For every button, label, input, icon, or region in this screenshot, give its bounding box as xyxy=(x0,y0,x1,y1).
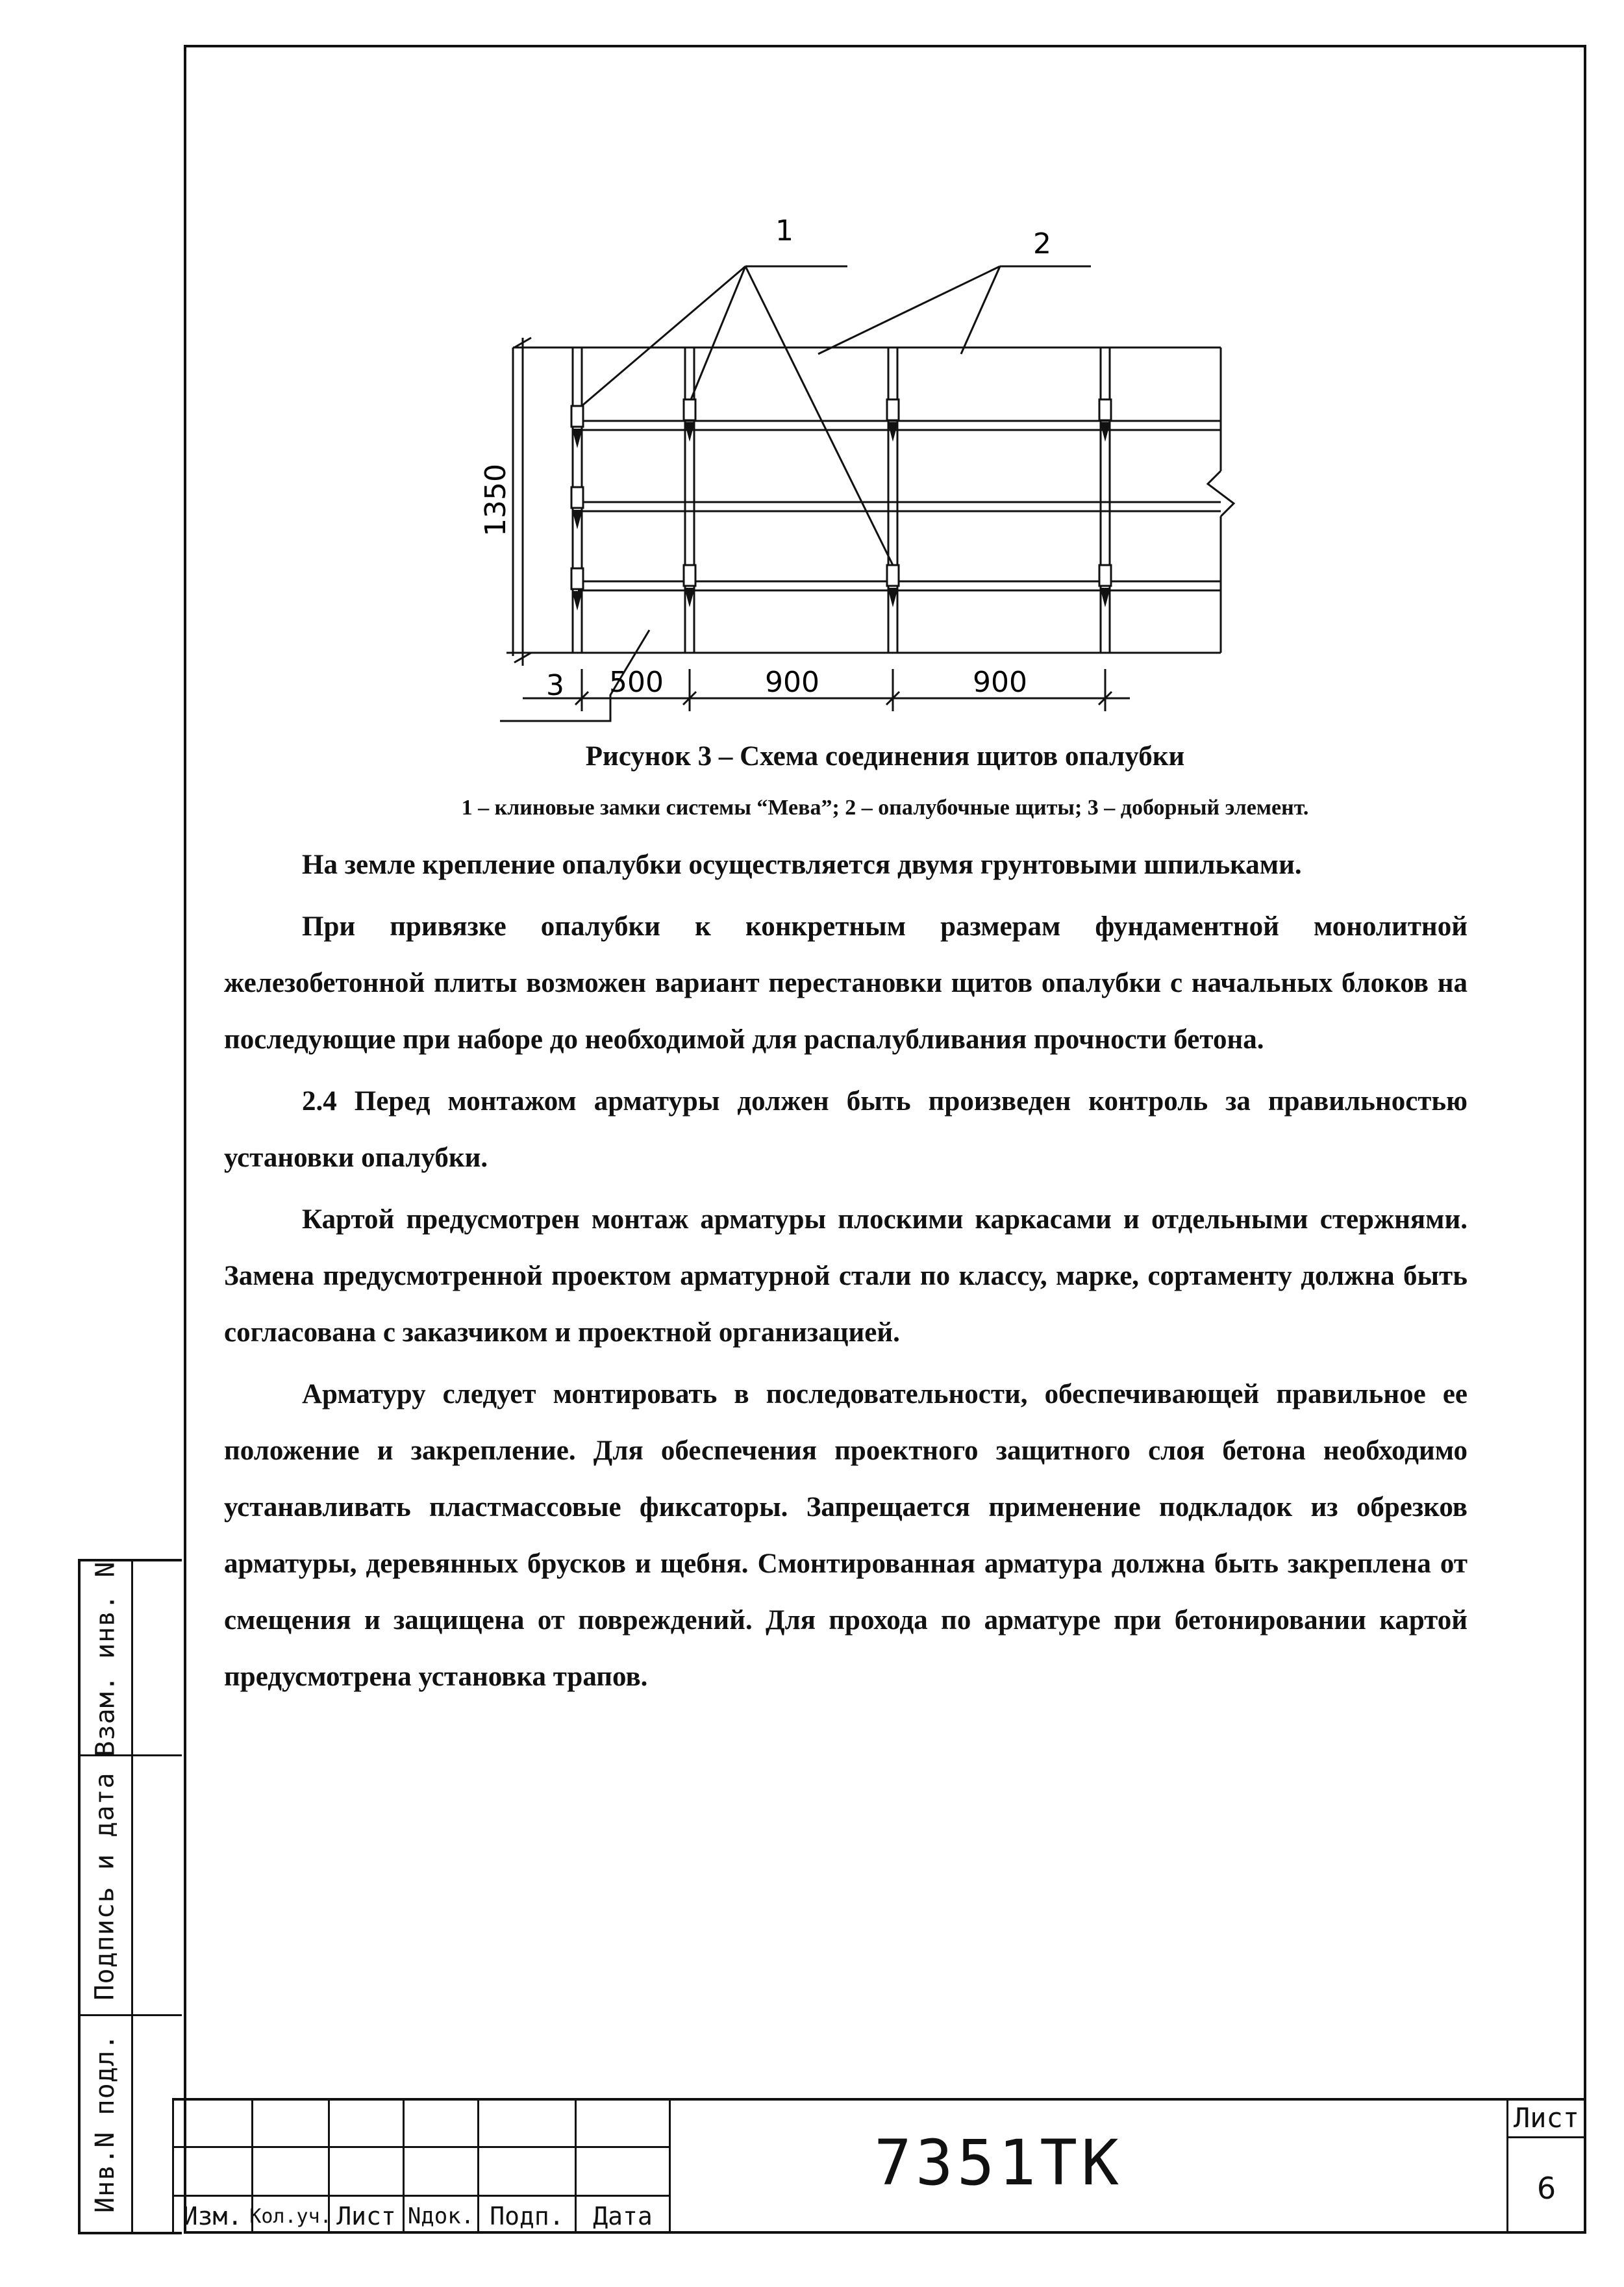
column-label-list: Лист xyxy=(336,2202,396,2230)
title-block xyxy=(172,2098,1586,2234)
side-label-inv-podl: Инв.N подл. xyxy=(90,2034,120,2213)
document-code: 7351ТК xyxy=(874,2127,1123,2199)
side-stamp xyxy=(78,1559,182,2234)
callout-3-label: 3 xyxy=(546,669,564,702)
dimension-label: 900 xyxy=(973,666,1027,699)
figure-title: Рисунок 3 – Схема соединения щитов опалубки xyxy=(585,741,1185,772)
dimension-label: 900 xyxy=(765,666,819,699)
side-label-podpis-data: Подпись и дата xyxy=(90,1772,120,2001)
column-label-podp: Подп. xyxy=(490,2202,564,2230)
dimension-label: 500 xyxy=(609,666,664,699)
callout-2-label: 2 xyxy=(1033,227,1051,260)
title-block-rule xyxy=(1506,2101,1508,2234)
body-text xyxy=(224,831,1468,1710)
column-label-kol-uch: Кол.уч. xyxy=(249,2205,332,2228)
formwork-scheme-drawing xyxy=(455,214,1273,734)
figure-legend: 1 – клиновые замки системы “Мева”; 2 – опалубочные щиты; 3 – доборный элемент. xyxy=(461,796,1309,820)
height-dimension-label: 1350 xyxy=(479,464,512,537)
column-label-izm: Изм. xyxy=(182,2202,243,2230)
column-label-data: Дата xyxy=(593,2202,653,2230)
sheet-number: 6 xyxy=(1536,2171,1556,2206)
paragraph: При привязке опалубки к конкретным размерам фундаментной монолитной железобетонной плиты возможен вариант перестановки щитов опалубки с начальных блоков на последующие при наборе до необходимой для распалубливания прочности бетона. xyxy=(224,911,1468,1055)
side-label-vzam-inv: Взам. инв. N xyxy=(90,1561,121,1757)
column-label-ndok: Nдок. xyxy=(407,2203,475,2229)
paragraph: Арматуру следует монтировать в последовательности, обеспечивающей правильное ее положение и закрепление. Для обеспечения проектного защитного слоя бетона необходимо устанавливать пластмассовые фиксаторы. Запрещается применение подкладок из обрезков арматуры, деревянных брусков и щебня. Смонтированная арматура должна быть закреплена от смещения и защищена от повреждений. Для прохода по арматуре при бетонировании картой предусмотрена установка трапов. xyxy=(224,1379,1468,1692)
paragraph: На земле крепление опалубки осуществляется двумя грунтовыми шпильками. xyxy=(302,850,1302,880)
paragraph: Картой предусмотрен монтаж арматуры плоскими каркасами и отдельными стержнями. Замена предусмотренной проектом арматурной стали по классу, марке, сортаменту должна быть согласована с заказчиком и проектной организацией. xyxy=(224,1204,1468,1348)
title-block-rule xyxy=(172,2195,669,2197)
sheet-label: Лист xyxy=(1513,2102,1580,2134)
title-block-rule xyxy=(669,2101,671,2234)
paragraph: 2.4 Перед монтажом арматуры должен быть произведен контроль за правильностью установки опалубки. xyxy=(224,1086,1468,1173)
title-block-rule xyxy=(1508,2136,1586,2138)
title-block-rule xyxy=(172,2146,669,2148)
callout-1-label: 1 xyxy=(775,214,793,247)
